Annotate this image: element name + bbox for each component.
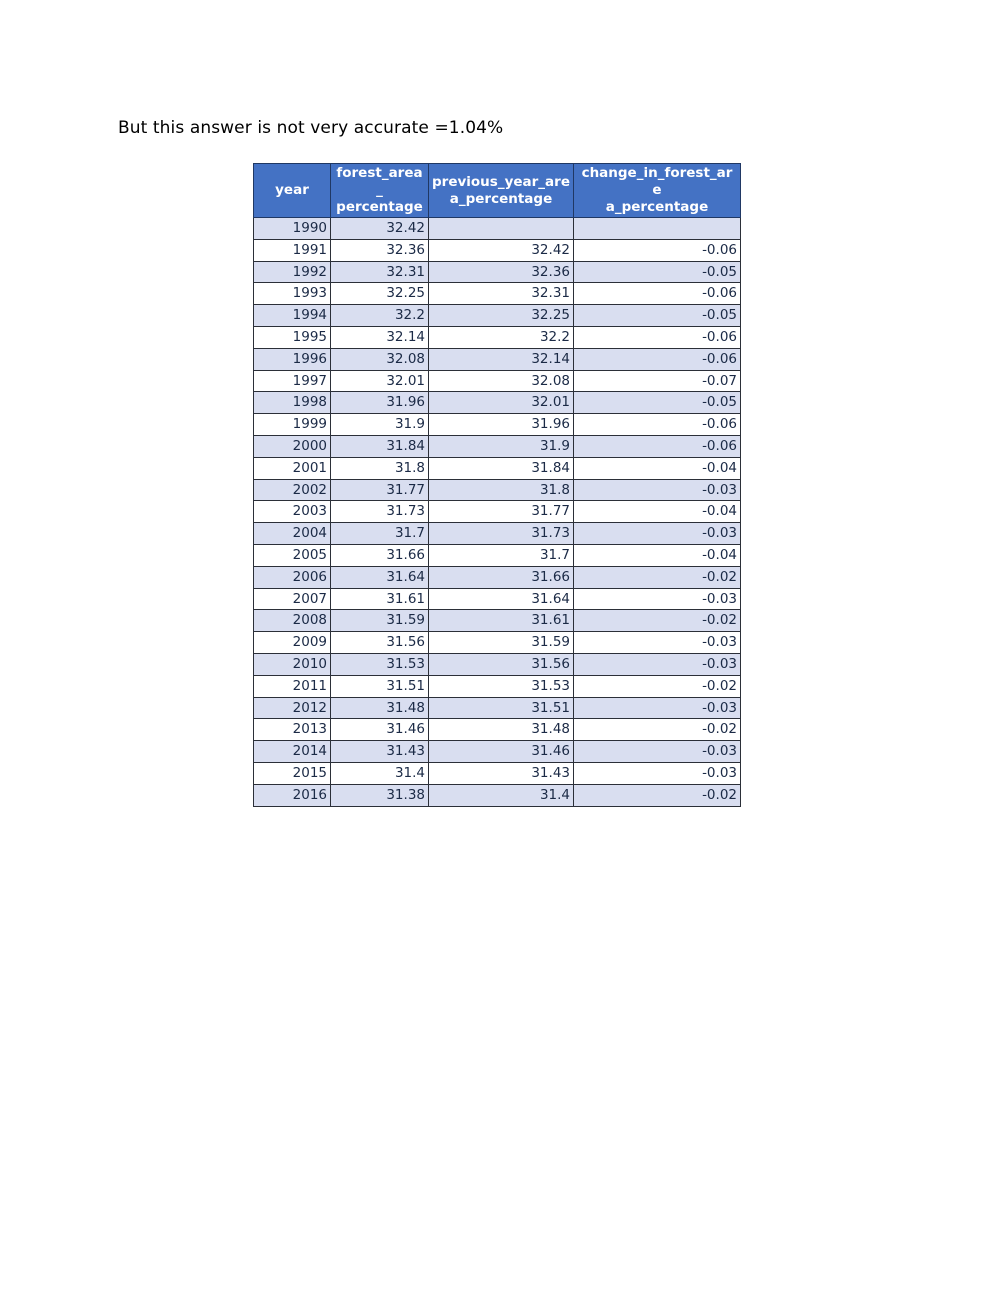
cell-forest-area-percentage[interactable]: 31.38 xyxy=(331,784,429,806)
column-header-line: year xyxy=(275,182,309,198)
column-header-change-in-forest-area-percentage[interactable] xyxy=(574,164,741,218)
cell-change-in-forest-area-percentage[interactable]: -0.04 xyxy=(574,457,741,479)
cell-previous-year-area-percentage[interactable]: 32.08 xyxy=(429,370,574,392)
cell-change-in-forest-area-percentage[interactable]: -0.03 xyxy=(574,653,741,675)
cell-change-in-forest-area-percentage[interactable]: -0.04 xyxy=(574,544,741,566)
cell-change-in-forest-area-percentage[interactable]: -0.03 xyxy=(574,588,741,610)
table-row[interactable] xyxy=(254,457,741,479)
cell-previous-year-area-percentage[interactable]: 31.7 xyxy=(429,544,574,566)
table-row[interactable] xyxy=(254,632,741,654)
cell-forest-area-percentage[interactable]: 32.25 xyxy=(331,283,429,305)
cell-year[interactable]: 1991 xyxy=(254,239,331,261)
cell-previous-year-area-percentage[interactable]: 32.36 xyxy=(429,261,574,283)
cell-previous-year-area-percentage[interactable]: 31.77 xyxy=(429,501,574,523)
cell-previous-year-area-percentage[interactable]: 32.2 xyxy=(429,326,574,348)
cell-year[interactable]: 2008 xyxy=(254,610,331,632)
cell-previous-year-area-percentage[interactable]: 31.51 xyxy=(429,697,574,719)
cell-year[interactable]: 2011 xyxy=(254,675,331,697)
cell-previous-year-area-percentage[interactable] xyxy=(429,218,574,240)
cell-previous-year-area-percentage[interactable]: 31.59 xyxy=(429,632,574,654)
cell-forest-area-percentage[interactable]: 32.08 xyxy=(331,348,429,370)
cell-year[interactable]: 2007 xyxy=(254,588,331,610)
column-header-line: change_in_forest_are xyxy=(581,165,733,198)
cell-previous-year-area-percentage[interactable]: 31.61 xyxy=(429,610,574,632)
cell-previous-year-area-percentage[interactable]: 32.25 xyxy=(429,305,574,327)
table-header xyxy=(254,164,741,218)
cell-change-in-forest-area-percentage[interactable]: -0.03 xyxy=(574,523,741,545)
cell-forest-area-percentage[interactable]: 31.96 xyxy=(331,392,429,414)
cell-change-in-forest-area-percentage[interactable]: -0.02 xyxy=(574,610,741,632)
table-row[interactable] xyxy=(254,741,741,763)
cell-forest-area-percentage[interactable]: 31.64 xyxy=(331,566,429,588)
cell-previous-year-area-percentage[interactable]: 31.84 xyxy=(429,457,574,479)
cell-year[interactable]: 2000 xyxy=(254,435,331,457)
table-row[interactable] xyxy=(254,479,741,501)
cell-change-in-forest-area-percentage[interactable]: -0.05 xyxy=(574,261,741,283)
cell-year[interactable]: 2001 xyxy=(254,457,331,479)
cell-forest-area-percentage[interactable]: 31.8 xyxy=(331,457,429,479)
table-row[interactable] xyxy=(254,261,741,283)
cell-year[interactable]: 1995 xyxy=(254,326,331,348)
cell-year[interactable]: 2009 xyxy=(254,632,331,654)
cell-change-in-forest-area-percentage[interactable]: -0.02 xyxy=(574,784,741,806)
cell-previous-year-area-percentage[interactable]: 31.9 xyxy=(429,435,574,457)
forest-area-table-container xyxy=(253,163,741,807)
cell-year[interactable]: 2014 xyxy=(254,741,331,763)
table-row[interactable] xyxy=(254,348,741,370)
cell-change-in-forest-area-percentage[interactable] xyxy=(574,218,741,240)
cell-change-in-forest-area-percentage[interactable]: -0.06 xyxy=(574,348,741,370)
cell-change-in-forest-area-percentage[interactable]: -0.05 xyxy=(574,305,741,327)
cell-year[interactable]: 1996 xyxy=(254,348,331,370)
table-row[interactable] xyxy=(254,784,741,806)
cell-change-in-forest-area-percentage[interactable]: -0.03 xyxy=(574,741,741,763)
table-row[interactable] xyxy=(254,501,741,523)
cell-forest-area-percentage[interactable]: 31.51 xyxy=(331,675,429,697)
table-row[interactable] xyxy=(254,414,741,436)
table-row[interactable] xyxy=(254,370,741,392)
intro-paragraph: But this answer is not very accurate =1.04% xyxy=(118,118,504,138)
cell-change-in-forest-area-percentage[interactable]: -0.06 xyxy=(574,283,741,305)
cell-previous-year-area-percentage[interactable]: 31.43 xyxy=(429,762,574,784)
cell-forest-area-percentage[interactable]: 31.77 xyxy=(331,479,429,501)
cell-forest-area-percentage[interactable]: 32.42 xyxy=(331,218,429,240)
table-row[interactable] xyxy=(254,610,741,632)
cell-change-in-forest-area-percentage[interactable]: -0.03 xyxy=(574,479,741,501)
cell-year[interactable]: 1997 xyxy=(254,370,331,392)
cell-previous-year-area-percentage[interactable]: 31.64 xyxy=(429,588,574,610)
cell-year[interactable]: 1999 xyxy=(254,414,331,436)
table-row[interactable] xyxy=(254,523,741,545)
table-row[interactable] xyxy=(254,392,741,414)
table-row[interactable] xyxy=(254,218,741,240)
cell-forest-area-percentage[interactable]: 31.53 xyxy=(331,653,429,675)
cell-forest-area-percentage[interactable]: 31.61 xyxy=(331,588,429,610)
cell-previous-year-area-percentage[interactable]: 32.01 xyxy=(429,392,574,414)
cell-year[interactable]: 1992 xyxy=(254,261,331,283)
cell-change-in-forest-area-percentage[interactable]: -0.05 xyxy=(574,392,741,414)
cell-year[interactable]: 2016 xyxy=(254,784,331,806)
table-header-row xyxy=(254,164,741,218)
cell-previous-year-area-percentage[interactable]: 32.14 xyxy=(429,348,574,370)
table-row[interactable] xyxy=(254,305,741,327)
table-row[interactable] xyxy=(254,544,741,566)
table-row[interactable] xyxy=(254,675,741,697)
cell-previous-year-area-percentage[interactable]: 31.48 xyxy=(429,719,574,741)
column-header-line: a_percentage xyxy=(449,190,553,207)
cell-forest-area-percentage[interactable]: 31.66 xyxy=(331,544,429,566)
cell-previous-year-area-percentage[interactable]: 31.56 xyxy=(429,653,574,675)
cell-change-in-forest-area-percentage[interactable]: -0.02 xyxy=(574,566,741,588)
cell-forest-area-percentage[interactable]: 31.4 xyxy=(331,762,429,784)
cell-year[interactable]: 1998 xyxy=(254,392,331,414)
table-row[interactable] xyxy=(254,762,741,784)
cell-change-in-forest-area-percentage[interactable]: -0.06 xyxy=(574,239,741,261)
table-row[interactable] xyxy=(254,697,741,719)
column-header-year[interactable] xyxy=(254,164,331,218)
cell-year[interactable]: 2002 xyxy=(254,479,331,501)
column-header-previous-year-area-percentage[interactable] xyxy=(429,164,574,218)
cell-forest-area-percentage[interactable]: 32.2 xyxy=(331,305,429,327)
cell-previous-year-area-percentage[interactable]: 31.8 xyxy=(429,479,574,501)
column-header-line: percentage xyxy=(336,199,423,215)
cell-change-in-forest-area-percentage[interactable]: -0.04 xyxy=(574,501,741,523)
cell-change-in-forest-area-percentage[interactable]: -0.03 xyxy=(574,632,741,654)
cell-year[interactable]: 2012 xyxy=(254,697,331,719)
cell-forest-area-percentage[interactable]: 32.01 xyxy=(331,370,429,392)
cell-previous-year-area-percentage[interactable]: 31.4 xyxy=(429,784,574,806)
cell-forest-area-percentage[interactable]: 32.36 xyxy=(331,239,429,261)
cell-change-in-forest-area-percentage[interactable]: -0.06 xyxy=(574,414,741,436)
table-body xyxy=(254,218,741,807)
cell-year[interactable]: 1993 xyxy=(254,283,331,305)
table-row[interactable] xyxy=(254,239,741,261)
cell-previous-year-area-percentage[interactable]: 31.53 xyxy=(429,675,574,697)
cell-forest-area-percentage[interactable]: 31.46 xyxy=(331,719,429,741)
cell-forest-area-percentage[interactable]: 32.31 xyxy=(331,261,429,283)
table-row[interactable] xyxy=(254,719,741,741)
cell-change-in-forest-area-percentage[interactable]: -0.06 xyxy=(574,435,741,457)
table-row[interactable] xyxy=(254,653,741,675)
column-header-line: forest_area_ xyxy=(336,165,423,198)
cell-forest-area-percentage[interactable]: 31.59 xyxy=(331,610,429,632)
cell-previous-year-area-percentage[interactable]: 32.31 xyxy=(429,283,574,305)
cell-forest-area-percentage[interactable]: 31.9 xyxy=(331,414,429,436)
cell-year[interactable]: 2010 xyxy=(254,653,331,675)
table-row[interactable] xyxy=(254,588,741,610)
cell-change-in-forest-area-percentage[interactable]: -0.06 xyxy=(574,326,741,348)
cell-forest-area-percentage[interactable]: 31.7 xyxy=(331,523,429,545)
cell-forest-area-percentage[interactable]: 31.56 xyxy=(331,632,429,654)
cell-forest-area-percentage[interactable]: 31.84 xyxy=(331,435,429,457)
cell-forest-area-percentage[interactable]: 31.43 xyxy=(331,741,429,763)
table-row[interactable] xyxy=(254,566,741,588)
cell-forest-area-percentage[interactable]: 31.73 xyxy=(331,501,429,523)
cell-year[interactable]: 2003 xyxy=(254,501,331,523)
cell-change-in-forest-area-percentage[interactable]: -0.02 xyxy=(574,675,741,697)
cell-year[interactable]: 1990 xyxy=(254,218,331,240)
column-header-line: a_percentage xyxy=(605,199,709,215)
table-row[interactable] xyxy=(254,283,741,305)
cell-forest-area-percentage[interactable]: 32.14 xyxy=(331,326,429,348)
cell-year[interactable]: 2015 xyxy=(254,762,331,784)
cell-previous-year-area-percentage[interactable]: 31.66 xyxy=(429,566,574,588)
column-header-line: previous_year_are xyxy=(432,173,570,190)
cell-previous-year-area-percentage[interactable]: 31.96 xyxy=(429,414,574,436)
table-row[interactable] xyxy=(254,326,741,348)
cell-change-in-forest-area-percentage[interactable]: -0.02 xyxy=(574,719,741,741)
forest-area-table xyxy=(253,163,741,807)
cell-forest-area-percentage[interactable]: 31.48 xyxy=(331,697,429,719)
cell-year[interactable]: 2004 xyxy=(254,523,331,545)
column-header-forest-area-percentage[interactable] xyxy=(331,164,429,218)
cell-change-in-forest-area-percentage[interactable]: -0.03 xyxy=(574,762,741,784)
cell-previous-year-area-percentage[interactable]: 31.46 xyxy=(429,741,574,763)
cell-year[interactable]: 2006 xyxy=(254,566,331,588)
cell-year[interactable]: 1994 xyxy=(254,305,331,327)
table-row[interactable] xyxy=(254,435,741,457)
cell-year[interactable]: 2005 xyxy=(254,544,331,566)
cell-year[interactable]: 2013 xyxy=(254,719,331,741)
cell-change-in-forest-area-percentage[interactable]: -0.03 xyxy=(574,697,741,719)
cell-change-in-forest-area-percentage[interactable]: -0.07 xyxy=(574,370,741,392)
cell-previous-year-area-percentage[interactable]: 31.73 xyxy=(429,523,574,545)
cell-previous-year-area-percentage[interactable]: 32.42 xyxy=(429,239,574,261)
